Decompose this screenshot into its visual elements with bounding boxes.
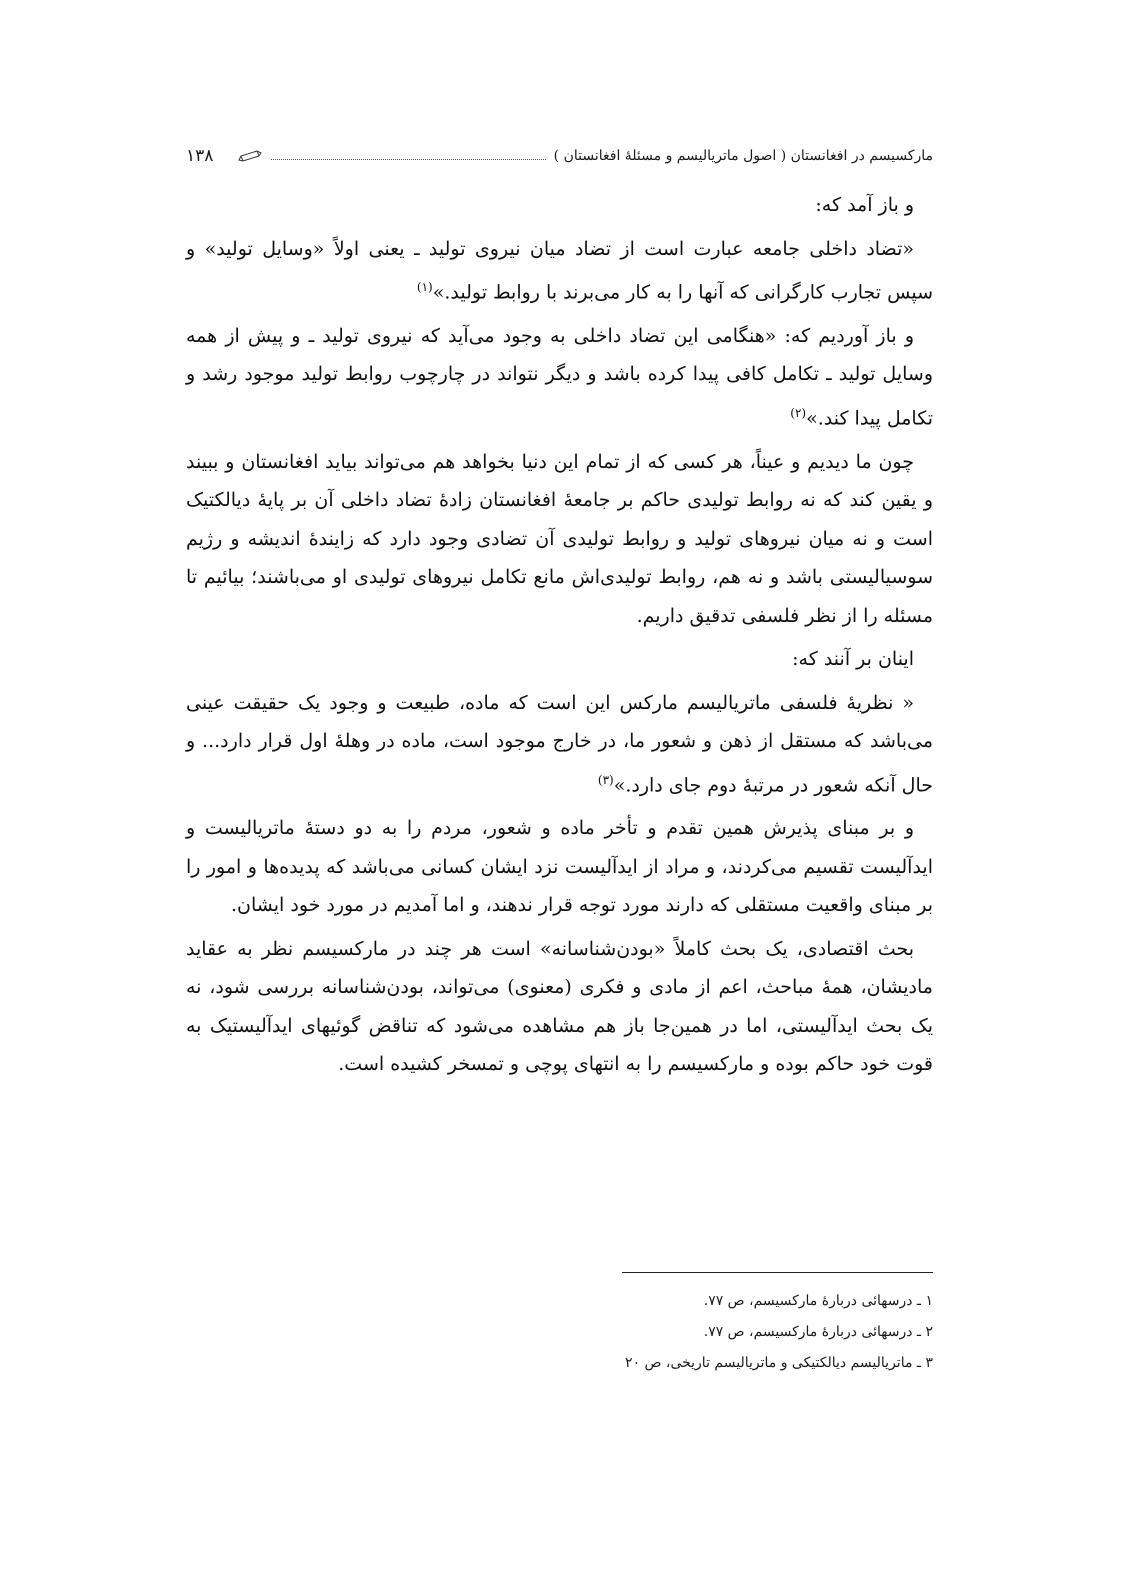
footnote-separator: [622, 1272, 933, 1273]
footnote-2: ۲ ـ درسهائی دربارۀ مارکسیسم، ص ۷۷.: [703, 1324, 933, 1340]
footnote-3: ۳ ـ ماتریالیسم دیالکتیکی و ماتریالیسم تاریخی، ص ۲۰: [625, 1355, 933, 1371]
paragraph-1: و باز آمد که:: [815, 194, 914, 216]
paragraph-7: و بر مبنای پذیرش همین تقدم و تأخر ماده و شعور، مردم را به دو دستۀ ماتریالیست و ایدآلیست تقسیم می‌کردند، و مراد از ایدآلیست نزد ایشان کسانی می‌باشد که پدیده‌ها و امور را بر مبنای واقعیت مستقلی که دارند مورد توجه قرار ندهند، و اما آمدیم در مورد خود ایشان.: [186, 817, 933, 917]
page-number: ۱۳۸: [186, 146, 214, 166]
pencil-icon: [235, 149, 263, 163]
paragraph-2-quote: «تضاد داخلی جامعه عبارت است از تضاد میان نیروی تولید ـ یعنی اولاً «وسایل تولید» و سپس تجارب کارگرانی که آنها را به کار می‌برند با روابط تولید.»$^{(۱)}$: [186, 237, 933, 304]
footnotes: [500, 1286, 933, 1379]
paragraph-3: و باز آوردیم که: «هنگامی این تضاد داخلی به وجود می‌آید که نیروی تولید ـ و پیش از همه وسایل تولید ـ تکامل کافی پیدا کرده باشد و دیگر نتواند در چارچوب روابط تولید موجود رشد و تکامل پیدا کند.»$^{(۲)}$: [186, 324, 933, 430]
running-header: [186, 144, 933, 168]
paragraph-4: چون ما دیدیم و عیناً، هر کسی که از تمام این دنیا بخواهد هم می‌تواند بیاید افغانستان و ببیند و یقین کند که نه روابط تولیدی حاکم بر جامعۀ افغانستان زادۀ تضاد داخلی آن بر پایۀ دیالکتیک است و نه میان نیروهای تولید و روابط تولیدی آن تضادی وجود دارد که زایندۀ اندیشه و رژیم سوسیالیستی باشد و نه هم، روابط تولیدی‌اش مانع تکامل نیروهای تولیدی او می‌باشند؛ بیائیم تا مسئله را از نظر فلسفی تدقیق داریم.: [186, 450, 933, 627]
footnote-ref-2: (۲): [790, 405, 807, 420]
footnote-ref-3: (۳): [597, 772, 614, 787]
dotted-leader: [271, 159, 545, 160]
paragraph-5: اینان بر آنند که:: [792, 648, 914, 671]
footnote-1: ۱ ـ درسهائی دربارۀ مارکسیسم، ص ۷۷.: [703, 1293, 933, 1309]
footnote-ref-1: (۱): [416, 280, 433, 294]
header-title: مارکسیسم در افغانستان ( اصول ماتریالیسم و مسئلۀ افغانستان ): [553, 148, 933, 164]
paragraph-6-quote: « نظریۀ فلسفی ماتریالیسم مارکس این است که ماده، طبیعت و وجود یک حقیقت عینی می‌باشد که مستقل از ذهن و شعور ما، در خارج موجود است، ماده در وهلۀ اول قرار دارد... و حال آنکه شعور در مرتبۀ دوم جای دارد.»$^{(۳)}$: [186, 691, 933, 796]
paragraph-8: بحث اقتصادی، یک بحث کاملاً «بودن‌شناسانه» است هر چند در مارکسیسم نظر به عقاید مادیشان، همۀ مباحث، اعم از مادی و فکری (معنوی) می‌تواند، بودن‌شناسانه بررسی شود، نه یک بحث ایدآلیستی، اما در همین‌جا باز هم مشاهده می‌شود که تناقض گوئیهای ایدآلیستیک به قوت خود حاکم بوده و مارکسیسم را به انتهای پوچی و تمسخر کشیده است.: [186, 937, 933, 1076]
body-text: [186, 186, 933, 1089]
